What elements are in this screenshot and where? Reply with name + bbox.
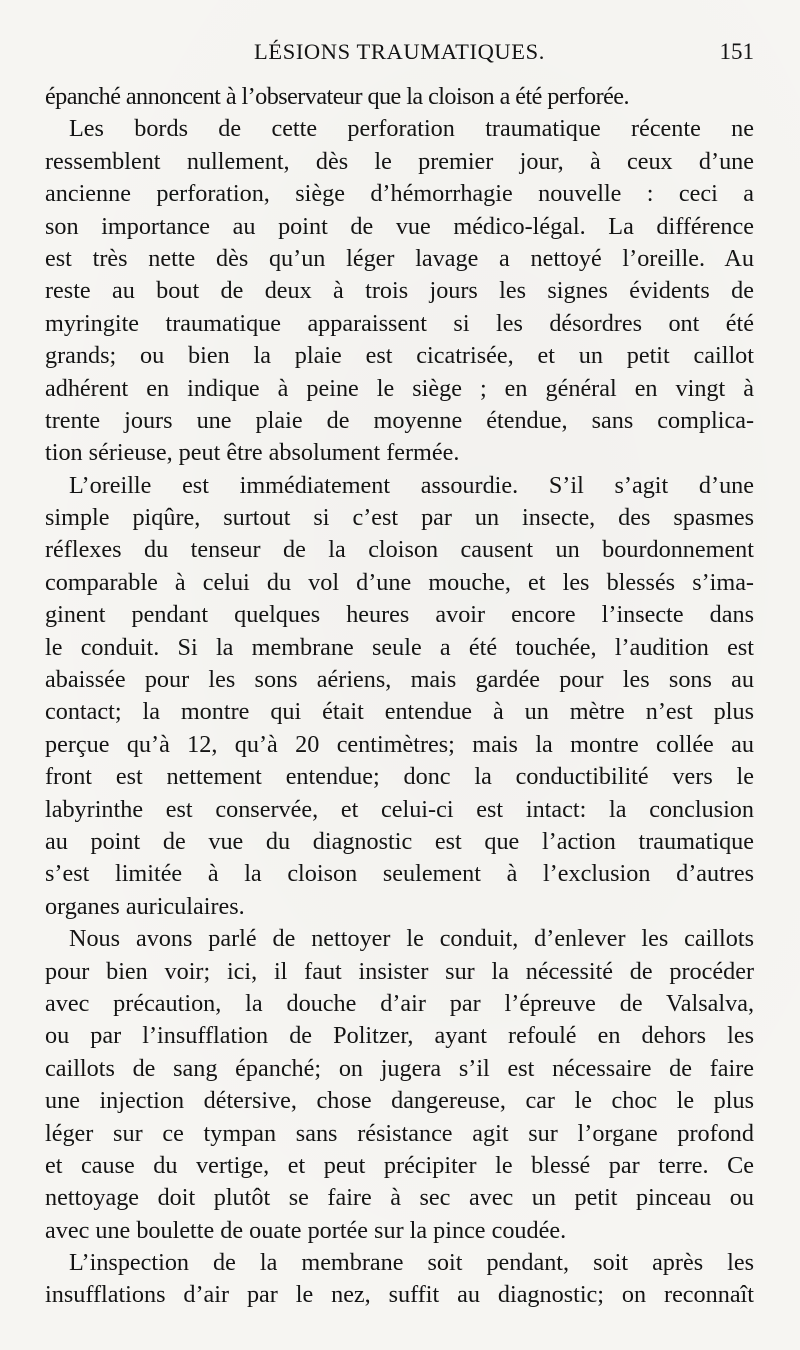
text-line: perçue qu’à 12, qu’à 20 centimètres; mais la montre collée au [45, 730, 754, 758]
text-line: son importance au point de vue médico-légal. La différence [45, 212, 754, 240]
paragraph-hearing-loss [45, 470, 754, 923]
text-line: grands; ou bien la plaie est cicatrisée, et un petit caillot [45, 342, 754, 370]
text-line: L’inspection de la membrane soit pendant, soit après les [69, 1249, 754, 1277]
text-line: labyrinthe est conservée, et celui-ci est intact: la conclusion [45, 795, 754, 823]
text-line: réflexes du tenseur de la cloison causent un bourdonnement [45, 536, 754, 564]
text-line: est très nette dès qu’un léger lavage a nettoyé l’oreille. Au [45, 244, 754, 272]
text-line: comparable à celui du vol d’une mouche, et les blessés s’ima- [45, 568, 754, 596]
running-title: LÉSIONS TRAUMATIQUES. [254, 39, 545, 64]
paragraph-continuation [45, 81, 754, 113]
text-line: abaissée pour les sons aériens, mais gardée pour les sons au [45, 666, 754, 694]
text-line: le conduit. Si la membrane seule a été touchée, l’audition est [45, 633, 754, 661]
text-line: tion sérieuse, peut être absolument fermée. [45, 439, 460, 467]
text-line: une injection détersive, chose dangereuse, car le choc le plus [45, 1087, 754, 1115]
text-line: nettoyage doit plutôt se faire à sec avec un petit pinceau ou [45, 1184, 754, 1212]
text-line: insufflations d’air par le nez, suffit au diagnostic; on reconnaît [45, 1281, 754, 1309]
paragraph-cleaning [45, 923, 754, 1247]
text-line: ressemblent nullement, dès le premier jour, à ceux d’une [45, 147, 754, 175]
text-line: ginent pendant quelques heures avoir encore l’insecte dans [45, 601, 754, 629]
text-line: pour bien voir; ici, il faut insister sur la nécessité de procéder [45, 957, 754, 985]
text-line: et cause du vertige, et peut précipiter le blessé par terre. Ce [45, 1151, 754, 1179]
text-line: ou par l’insufflation de Politzer, ayant refoulé en dehors les [45, 1022, 754, 1050]
text-line: simple piqûre, surtout si c’est par un insecte, des spasmes [45, 504, 754, 532]
paragraph-inspection [45, 1247, 754, 1312]
text-line: reste au bout de deux à trois jours les signes évidents de [45, 277, 754, 305]
text-line: contact; la montre qui était entendue à un mètre n’est plus [45, 698, 754, 726]
body-text [45, 81, 754, 1312]
paragraph-perforation-borders [45, 113, 754, 469]
text-line: organes auriculaires. [45, 892, 245, 920]
text-line: ancienne perforation, siège d’hémorrhagie nouvelle : ceci a [45, 180, 754, 208]
text-line: Les bords de cette perforation traumatique récente ne [69, 115, 754, 143]
text-line: avec précaution, la douche d’air par l’épreuve de Valsalva, [45, 989, 754, 1017]
text-line: L’oreille est immédiatement assourdie. S’il s’agit d’une [69, 471, 754, 499]
text-line: caillots de sang épanché; on jugera s’il est nécessaire de faire [45, 1054, 754, 1082]
text-line: épanché annoncent à l’observateur que la cloison a été perforée. [45, 83, 629, 110]
text-line: léger sur ce tympan sans résistance agit sur l’organe profond [45, 1119, 754, 1147]
page-number: 151 [719, 39, 754, 64]
text-line: adhérent en indique à peine le siège ; en général en vingt à [45, 374, 754, 402]
text-line: trente jours une plaie de moyenne étendue, sans complica- [45, 406, 754, 434]
text-line: Nous avons parlé de nettoyer le conduit, d’enlever les caillots [69, 925, 754, 953]
text-line: avec une boulette de ouate portée sur la pince coudée. [45, 1216, 567, 1244]
text-line: s’est limitée à la cloison seulement à l’exclusion d’autres [45, 860, 754, 888]
text-line: au point de vue du diagnostic est que l’action traumatique [45, 827, 754, 855]
text-line: myringite traumatique apparaissent si les désordres ont été [45, 309, 754, 337]
page-header [45, 32, 754, 72]
text-line: front est nettement entendue; donc la conductibilité vers le [45, 763, 754, 791]
